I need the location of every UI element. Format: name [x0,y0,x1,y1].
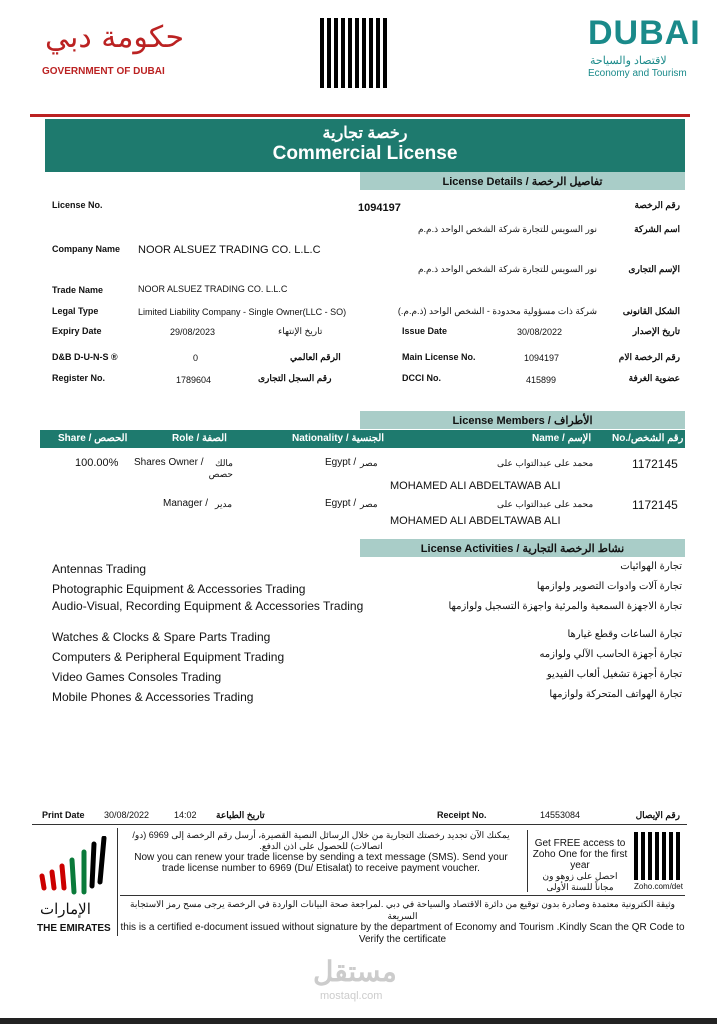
activity-en: Photographic Equipment & Accessories Trading [52,582,306,596]
activities-list [52,560,682,708]
company-name-label: Company Name [52,244,121,254]
license-activities-header: License Activities / نشاط الرخصة التجارية [360,539,685,557]
trade-name-ar: نور السويس للتجارة شركة الشخص الواحد ذ.م.م [417,264,597,274]
duns: 0 [193,353,199,363]
trade-name-label: Trade Name [52,285,104,295]
list-item [52,560,682,580]
trade-name-ar-label: الإسم التجارى [628,264,680,274]
dubai-logo: DUBAI [588,14,701,52]
nationality: Egypt / [325,457,357,468]
role-ar: مالك حصص [208,458,233,479]
list-item [52,668,682,688]
register-ar: رقم السجل التجارى [258,373,332,383]
role: Manager / [163,498,209,509]
activity-en: Audio-Visual, Recording Equipment & Accessories Trading [52,599,364,613]
col-no: No./رقم الشخص [612,433,684,444]
activity-ar: تجارة الساعات وقطع غيارها [567,629,682,640]
company-name: NOOR ALSUEZ TRADING CO. L.L.C [138,244,321,256]
company-name-ar: نور السويس للتجارة شركة الشخص الواحد ذ.م.م [417,224,597,234]
zoho-qr-icon[interactable] [634,832,682,880]
det-ar: لاقتصاد والسياحة [590,55,667,67]
expiry-label: Expiry Date [52,326,102,336]
name-en: MOHAMED ALI ABDELTAWAB ALI [390,515,561,527]
activity-ar: تجارة أجهزة تشغيل ألعاب الفيديو [546,669,682,680]
col-share: Share / الحصص [58,433,128,444]
list-item [52,580,682,600]
cert-en: this is a certified e-document issued without signature by the department of Economy and Tourism .Kindly Scan the QR Code to Verify the certificate [120,922,685,945]
nationality-ar: مصر [360,458,378,468]
expiry-date: 29/08/2023 [170,327,216,337]
activity-ar: تجارة الهوائيات [620,561,682,572]
members-table-header [40,430,685,448]
certificate-notice [120,898,685,946]
issue-date: 30/08/2022 [517,327,563,337]
zoho-offer[interactable] [532,838,628,893]
activity-en: Mobile Phones & Accessories Trading [52,690,254,704]
name-en: MOHAMED ALI ABDELTAWAB ALI [390,480,561,492]
sms-ar: يمكنك الآن تجديد رخصتك التجارية من خلال الرسائل النصية القصيرة، أرسل رقم الرخصة إلى 6969 (دو/اتصالات) للحصول على اذن الدفع. [132,830,510,851]
print-date-label: Print Date [42,810,85,820]
issue-ar: تاريخ الإصدار [632,326,680,336]
print-date: 30/08/2022 [104,810,150,820]
emirates-en: THE EMIRATES [37,923,111,934]
person-no: 1172145 [632,498,678,512]
register-no: 1789604 [176,375,212,385]
bottom-edge [0,1018,717,1024]
activity-ar: تجارة أجهزة الحاسب الآلي ولوازمه [539,649,682,660]
legal-type-ar-label: الشكل القانونى [622,306,680,316]
person-no: 1172145 [632,457,678,471]
issue-label: Issue Date [402,326,448,336]
name-ar: محمد على عبدالتواب على [497,458,594,468]
license-no-ar: رقم الرخصة [634,200,680,210]
activity-ar: تجارة الاجهزة السمعية والمرئية واجهزة التسجيل ولوازمها [448,601,682,612]
dcci-ar: عضوية الغرفة [628,373,680,383]
dcci-label: DCCI No. [402,373,441,383]
activity-en: Antennas Trading [52,562,147,576]
list-item [52,628,682,648]
activity-en: Computers & Peripheral Equipment Trading [52,650,285,664]
legal-type-label: Legal Type [52,306,99,316]
zoho-en: Get FREE access to Zoho One for the first year [532,838,628,871]
receipt-label: Receipt No. [437,810,487,820]
receipt-no: 14553084 [540,810,581,820]
col-name: Name / الإسم [532,433,592,444]
zoho-url[interactable]: Zoho.com/det [634,882,683,891]
share: 100.00% [75,457,119,469]
license-details-header: License Details / تفاصيل الرخصة [360,172,685,190]
main-license-ar: رقم الرخصة الام [618,352,680,362]
expiry-ar: تاريخ الإنتهاء [278,326,323,336]
det-en: Economy and Tourism [588,68,687,79]
footer-vline [117,828,118,936]
nationality: Egypt / [325,498,357,509]
sms-en: Now you can renew your trade license by sending a text message (SMS). Send your trade license number to 6969 (Du/ Etisalat) to receive payment voucher. [134,852,508,874]
license-members-header: License Members / الأطراف [360,411,685,429]
list-item [52,688,682,708]
register-label: Register No. [52,373,106,383]
col-role: Role / الصفة [172,433,227,444]
duns-ar: الرقم العالمي [290,352,341,362]
cert-ar: وثيقة الكترونية معتمدة وصادرة بدون توقيع من دائرة الاقتصاد والسياحة في دبي .لمراجعة صحة البيانات الواردة في الرخصة يرجى مسح رمز الاستجابة السريعة [130,899,675,921]
activity-en: Video Games Consoles Trading [52,670,222,684]
legal-type-ar: شركة ذات مسؤولية محدودة - الشخص الواحد (ذ.م.م.) [397,306,597,316]
col-nationality: Nationality / الجنسية [292,433,385,444]
role: Shares Owner / [134,457,204,468]
duns-label: D&B D-U-N-S ® [52,352,118,362]
qr-code-icon[interactable] [320,18,390,88]
nationality-ar: مصر [360,499,378,509]
activity-ar: تجارة الهواتف المتحركة ولوازمها [549,689,682,700]
activity-ar: تجارة آلات وادوات التصوير ولوازمها [536,581,682,592]
receipt-ar: رقم الإيصال [635,810,680,820]
list-item [52,648,682,668]
gov-logo-ar: حكومة دبي [45,20,185,55]
gov-logo-en: GOVERNMENT OF DUBAI [42,66,165,77]
dcci-no: 415899 [526,375,557,385]
main-license: 1094197 [524,353,560,363]
main-license-label: Main License No. [402,352,476,362]
red-divider [30,114,690,117]
zoho-divider [527,830,528,892]
print-date-ar: تاريخ الطباعة [216,810,265,820]
list-item [52,600,682,628]
title-banner [45,119,685,172]
print-time: 14:02 [174,810,197,820]
role-ar: مدير [215,499,233,509]
emirates-ar: الإمارات [40,901,91,918]
title-ar: رخصة تجارية [322,125,408,142]
legal-type: Limited Liability Company - Single Owner(LLC - SO) [138,307,347,317]
title-en: Commercial License [272,143,458,164]
emirates-logo-icon [38,836,108,896]
license-no-label: License No. [52,200,103,210]
sms-notice [122,830,520,874]
license-no: 1094197 [358,202,401,214]
company-name-ar-label: اسم الشركة [634,224,680,234]
activity-en: Watches & Clocks & Spare Parts Trading [52,630,271,644]
footer-divider-2 [120,895,685,896]
name-ar: محمد على عبدالتواب على [497,499,594,509]
trade-name: NOOR ALSUEZ TRADING CO. L.L.C [138,284,288,294]
zoho-ar: احصل على زوهو ون مجاناً للسنة الأولى [542,871,618,892]
watermark-ar: مستقل [313,956,397,987]
watermark-en: mostaql.com [320,990,383,1002]
footer-divider [32,824,687,825]
